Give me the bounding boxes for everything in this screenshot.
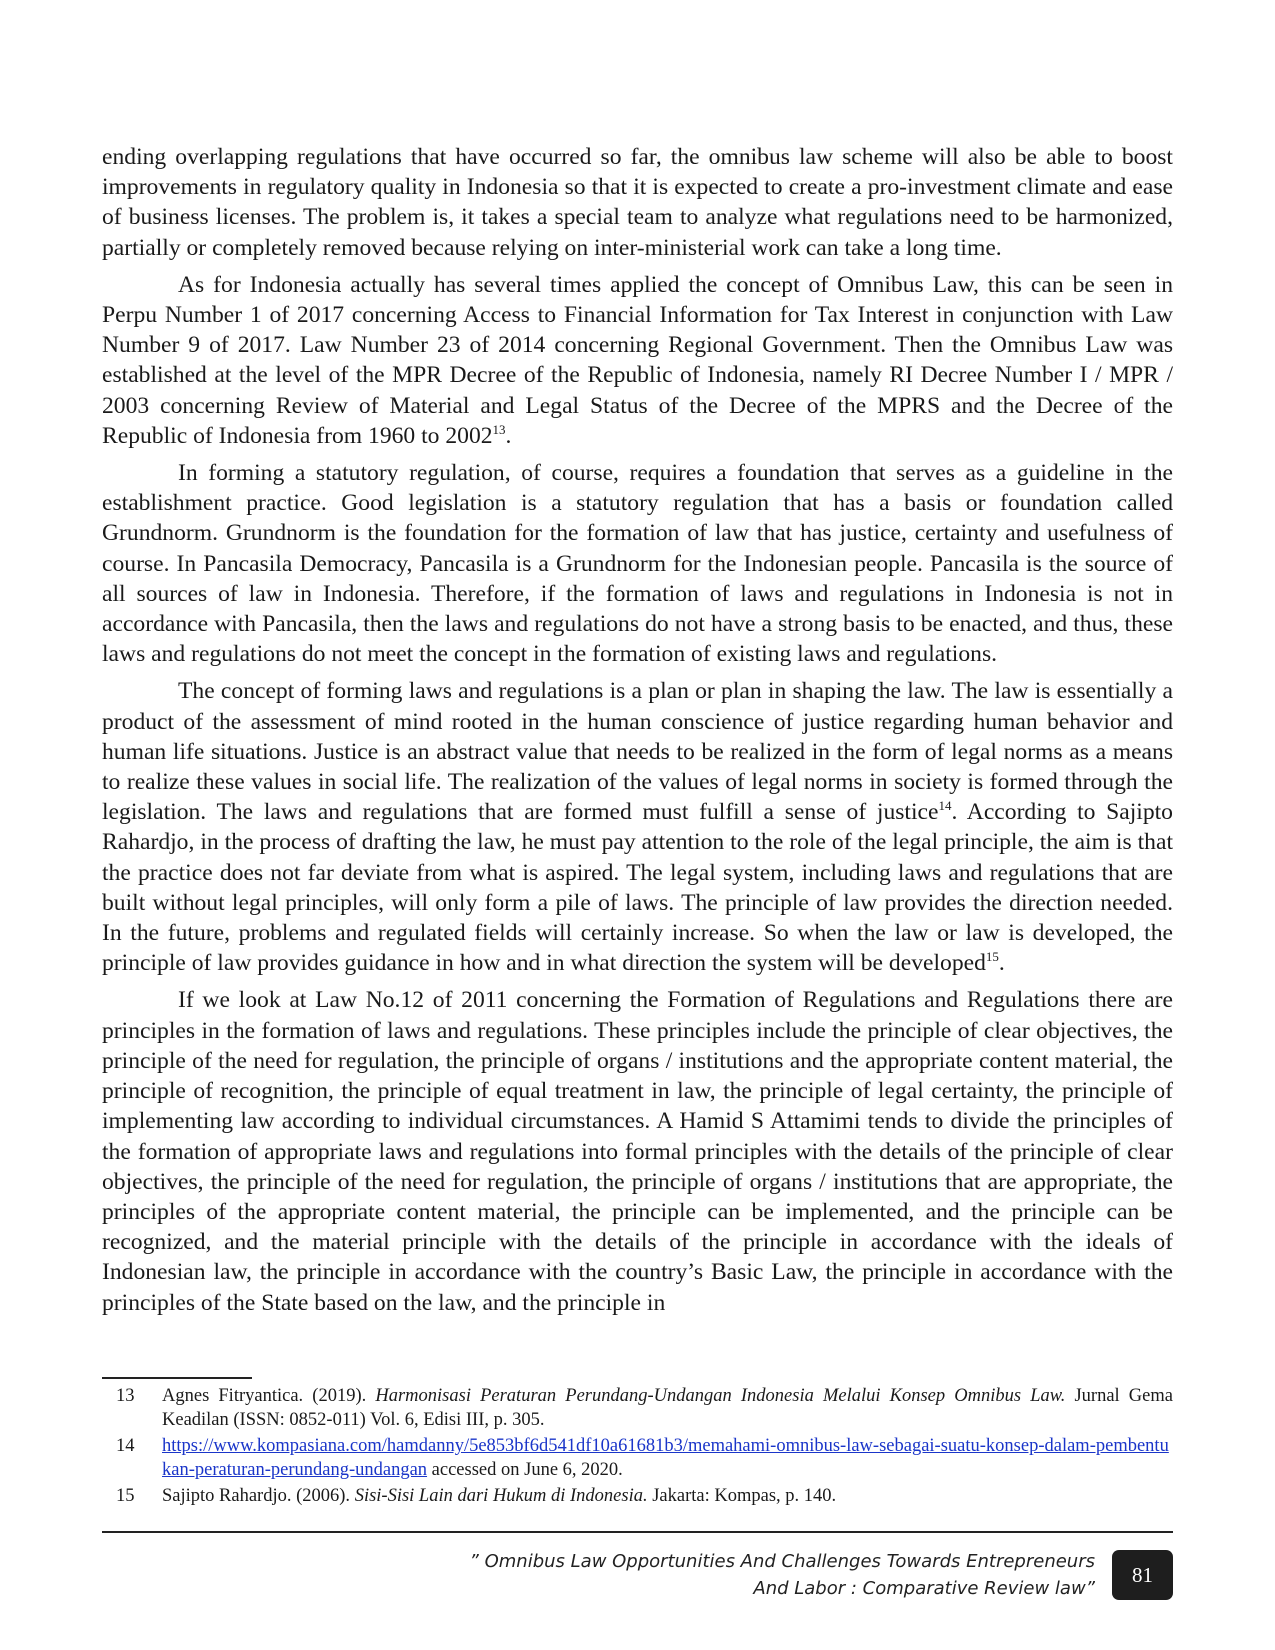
footnote-number: 14 [116,1436,135,1456]
footnote-15 [102,1484,1173,1508]
paragraph-2: As for Indonesia actually has several times applied the concept of Omnibus Law, this can be seen in Perpu Number 1 of 2017 concerning Access to Financial Information for Tax Interest in conjunction with Law Number 9 of 2017. Law Number 23 of 2014 concerning Regional Government. Then the Omnibus Law was established at the level of the MPR Decree of the Republic of Indonesia, namely RI Decree Number I / MPR / 2003 concerning Review of Material and Legal Status of the Decree of the MPRS and the Decree of the Republic of Indonesia from 1960 to 2002$^{13}$. [102,271,1173,449]
footnote-number: 13 [116,1386,135,1406]
footer-line-1: ” Omnibus Law Opportunities And Challenges Towards Entrepreneurs [469,1551,1095,1572]
footnote-ref-15[interactable]: 15 [985,949,999,965]
footnote-number: 15 [116,1486,135,1506]
page-number: 81 [1132,1562,1153,1587]
footnote-text: https://www.kompasiana.com/hamdanny/5e853bf6d541df10a61681b3/memahami-omnibus-law-sebagai-suatu-konsep-dalam-pembentukan-peraturan-perundang-undangan accessed on June 6, 2020. [162,1436,1169,1480]
paragraph-5: If we look at Law No.12 of 2011 concerning the Formation of Regulations and Regulations there are principles in the formation of laws and regulations. These principles include the principle of clear objectives, the principle of the need for regulation, the principle of organs / institutions and the appropriate content material, the principle of recognition, the principle of equal treatment in law, the principle of legal certainty, the principle of implementing law according to individual circumstances. A Hamid S Attamimi tends to divide the principles of the formation of appropriate laws and regulations into formal principles with the details of the principle of clear objectives, the principle of the need for regulation, the principle of organs / institutions that are appropriate, the principles of the appropriate content material, the principle can be implemented, and the principle can be recognized, and the material principle with the details of the principle in accordance with the ideals of Indonesian law, the principle in accordance with the country’s Basic Law, the principle in accordance with the principles of the State based on the law, and the principle in [102,987,1173,1316]
paragraph-4: The concept of forming laws and regulations is a plan or plan in shaping the law. The law is essentially a product of the assessment of mind rooted in the human conscience of justice regarding human behavior and human life situations. Justice is an abstract value that needs to be realized in the form of legal norms as a means to realize these values in social life. The realization of the values of legal norms in society is formed through the legislation. The laws and regulations that are formed must fulfill a sense of justice$^{14}$. According to Sajipto Rahardjo, in the process of drafting the law, he must pay attention to the role of the legal principle, the aim is that the practice does not far deviate from what is aspired. The legal system, including laws and regulations that are built without legal principles, will only form a pile of laws. The principle of law provides the direction needed. In the future, problems and regulated fields will certainly increase. So when the law or law is developed, the principle of law provides guidance in how and in what direction the system will be developed$^{15}$. [102,678,1173,977]
footnote-ref-13[interactable]: 13 [492,421,506,437]
footnote-link[interactable]: https://www.kompasiana.com/hamdanny/5e853bf6d541df10a61681b3/memahami-omnibus-law-sebagai-suatu-konsep-dalam-pembentukan-peraturan-perundang-undangan [162,1436,1169,1480]
footnote-13 [102,1384,1173,1432]
page-number-badge [1112,1550,1173,1600]
running-footer [380,1548,1095,1602]
footnote-text: Agnes Fitryantica. (2019). Harmonisasi Peraturan Perundang-Undangan Indonesia Melalui Konsep Omnibus Law. Jurnal Gema Keadilan (ISSN: 0852-011) Vol. 6, Edisi III, p. 305. [162,1386,1173,1430]
paragraph-3: In forming a statutory regulation, of course, requires a foundation that serves as a guideline in the establishment practice. Good legislation is a statutory regulation that has a basis or foundation called Grundnorm. Grundnorm is the foundation for the formation of law that has justice, certainty and usefulness of course. In Pancasila Democracy, Pancasila is a Grundnorm for the Indonesian people. Pancasila is the source of all sources of law in Indonesia. Therefore, if the formation of laws and regulations in Indonesia is not in accordance with Pancasila, then the laws and regulations do not have a strong basis to be enacted, and thus, these laws and regulations do not meet the concept in the formation of existing laws and regulations. [102,460,1173,668]
footer-separator [102,1531,1173,1533]
footnote-separator [102,1377,252,1379]
footnote-title: Sisi-Sisi Lain dari Hukum di Indonesia. [354,1486,648,1506]
footnote-text: Sajipto Rahardjo. (2006). Sisi-Sisi Lain dari Hukum di Indonesia. Jakarta: Kompas, p. 140. [162,1486,837,1506]
footnotes [102,1384,1173,1510]
footnote-ref-14[interactable]: 14 [938,798,952,814]
footnote-14 [102,1434,1173,1482]
footer-line-2: And Labor : Comparative Review law” [753,1578,1095,1599]
paragraph-1: ending overlapping regulations that have occurred so far, the omnibus law scheme will also be able to boost improvements in regulatory quality in Indonesia so that it is expected to create a pro-investment climate and ease of business licenses. The problem is, it takes a special team to analyze what regulations need to be harmonized, partially or completely removed because relying on inter-ministerial work can take a long time. [102,144,1173,261]
footnote-title: Harmonisasi Peraturan Perundang-Undangan Indonesia Melalui Konsep Omnibus Law. [375,1386,1066,1406]
body-text [102,142,1173,1325]
